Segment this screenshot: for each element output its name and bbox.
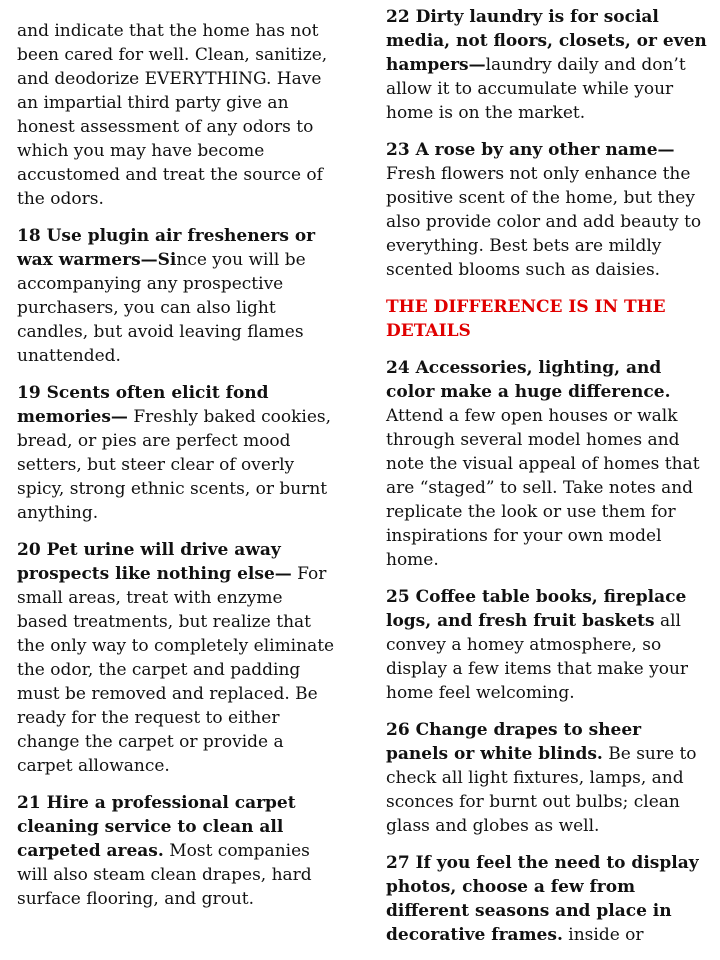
tip-21 [17, 791, 335, 911]
tip-23-body: Fresh flowers not only enhance the positive scent of the home, but they also provide color and add beauty to everything. Best bets are mildly scented blooms such as daisies. [386, 164, 702, 280]
tip-23-title: 23 A rose by any other name— [386, 140, 675, 160]
tip-24-title: 24 Accessories, lighting, and color make a huge difference. [386, 358, 671, 402]
tip-20-body: For small areas, treat with enzyme based treatments, but realize that the only way to completely eliminate the odor, the carpet and padding must be removed and replaced. Be ready for the request to either change the carpet or provide a carpet allowance. [17, 564, 335, 776]
tip-25-title: 25 Coffee table books, fireplace logs, and fresh fruit baskets [386, 587, 687, 631]
tip-27 [386, 851, 708, 947]
intro-text: and indicate that the home has not been cared for well. Clean, sanitize, and deodorize EVERYTHING. Have an impartial third party give an honest assessment of any odors to which you may have become accustomed and treat the source of the odors. [17, 21, 328, 209]
tip-19-title: 19 Scents often elicit fond memories— [17, 383, 269, 427]
tip-26-body: Be sure to check all light fixtures, lamps, and sconces for burnt out bulbs; clean glass and globes as well. [386, 744, 697, 836]
left-column [17, 19, 335, 924]
right-column [386, 5, 708, 960]
tip-18-body: nce you will be accompanying any prospective purchasers, you can also light candles, but avoid leaving flames unattended. [17, 250, 306, 366]
tip-27-title: 27 If you feel the need to display photos, choose a few from different seasons and place in decorative frames. [386, 853, 699, 945]
tip-19-body: Freshly baked cookies, bread, or pies are perfect mood setters, but steer clear of overly spicy, strong ethnic scents, or burnt anything. [17, 407, 332, 523]
tip-18-title: 18 Use plugin air fresheners or wax warmers—Si [17, 226, 316, 270]
tip-19 [17, 381, 335, 525]
intro-paragraph [17, 19, 335, 211]
tip-18 [17, 224, 335, 368]
tip-26-title: 26 Change drapes to sheer panels or white blinds. [386, 720, 642, 764]
tip-22-body: laundry daily and don’t allow it to accumulate while your home is on the market. [386, 55, 686, 123]
tip-24 [386, 356, 708, 572]
tip-24-body: Attend a few open houses or walk through several model homes and note the visual appeal of homes that are “staged” to sell. Take notes and replicate the look or use them for inspirations for your own model home. [386, 406, 700, 570]
tip-25-body: all convey a homey atmosphere, so display a few items that make your home feel welcoming. [386, 611, 689, 703]
tip-21-body: Most companies will also steam clean drapes, hard surface flooring, and grout. [17, 841, 312, 909]
tip-22-title: 22 Dirty laundry is for social media, not floors, closets, or even hampers— [386, 7, 707, 75]
tip-20-title: 20 Pet urine will drive away prospects like nothing else— [17, 540, 292, 584]
tip-20 [17, 538, 335, 778]
tip-22 [386, 5, 708, 125]
tip-25 [386, 585, 708, 705]
tip-23 [386, 138, 708, 282]
tip-21-title: 21 Hire a professional carpet cleaning service to clean all carpeted areas. [17, 793, 296, 861]
tip-27-body: inside or [562, 925, 644, 945]
tip-26 [386, 718, 708, 838]
section-heading: THE DIFFERENCE IS IN THE DETAILS [386, 297, 666, 341]
